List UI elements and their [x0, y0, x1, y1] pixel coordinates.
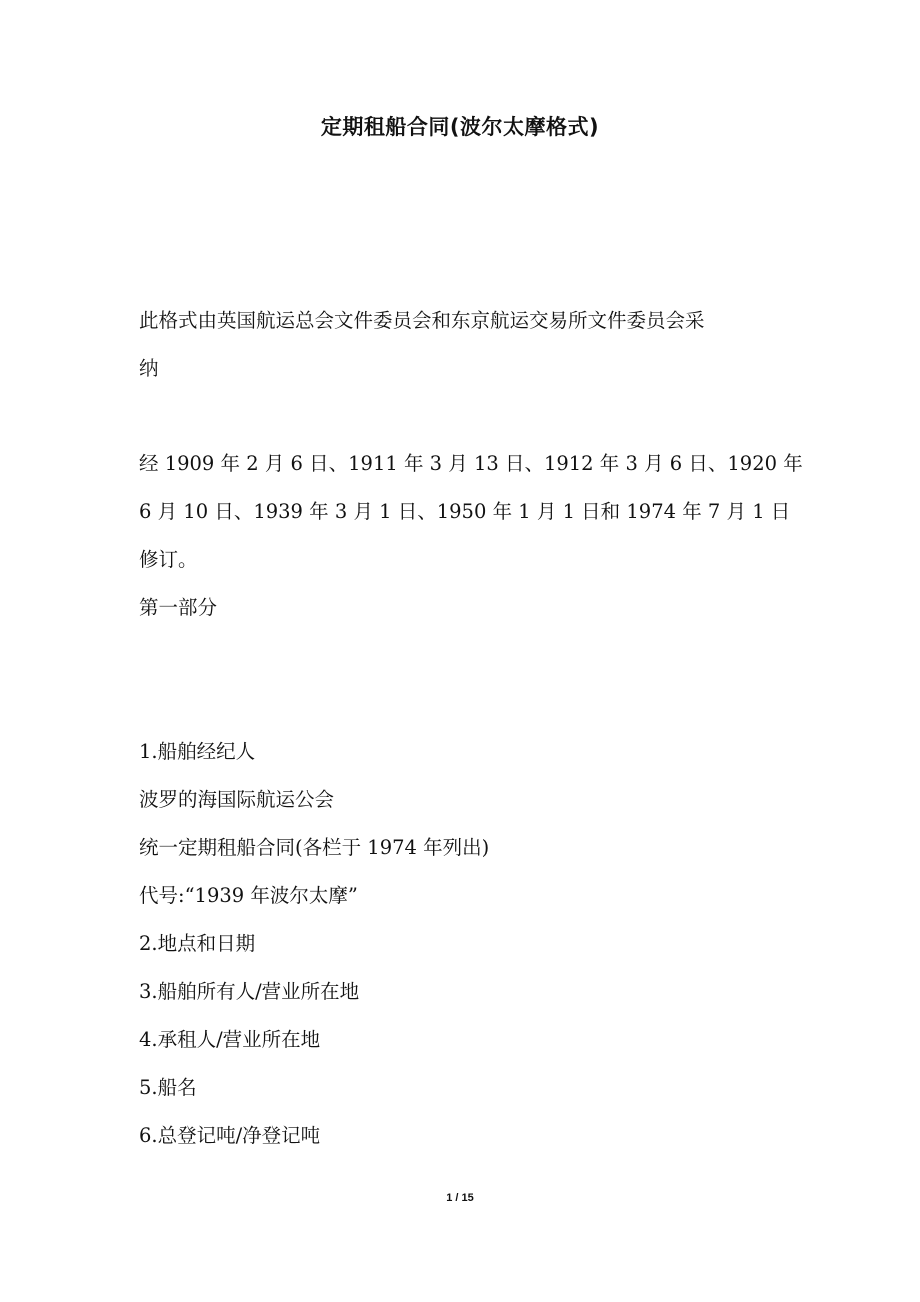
part-heading: 第一部分: [139, 596, 218, 619]
revision-paragraph: [139, 440, 803, 632]
list-item: 1.船舶经纪人: [139, 740, 256, 763]
list-item: 3.船舶所有人/营业所在地: [139, 980, 360, 1003]
list-item: 波罗的海国际航运公会: [139, 788, 335, 811]
list-item: 代号:“1939 年波尔太摩”: [139, 884, 358, 907]
list-item: 6.总登记吨/净登记吨: [139, 1124, 321, 1147]
intro-paragraph: [139, 297, 789, 393]
page-number: 1 / 15: [446, 1192, 474, 1204]
revision-line-2: 6 月 10 日、1939 年 3 月 1 日、1950 年 1 月 1 日和 1974 年 7 月 1 日: [139, 500, 791, 523]
list-item: 5.船名: [139, 1076, 197, 1099]
intro-line-1: 此格式由英国航运总会文件委员会和东京航运交易所文件委员会采: [139, 309, 705, 332]
list-item: 2.地点和日期: [139, 932, 256, 955]
revision-line-3: 修订。: [139, 548, 198, 571]
intro-line-2: 纳: [139, 357, 159, 380]
list-item: 4.承租人/营业所在地: [139, 1028, 321, 1051]
list-item: 统一定期租船合同(各栏于 1974 年列出): [139, 836, 490, 859]
document-title: 定期租船合同(波尔太摩格式): [320, 115, 600, 139]
item-list: [139, 728, 789, 1160]
revision-line-1: 经 1909 年 2 月 6 日、1911 年 3 月 13 日、1912 年 3 月 6 日、1920 年: [139, 452, 803, 475]
